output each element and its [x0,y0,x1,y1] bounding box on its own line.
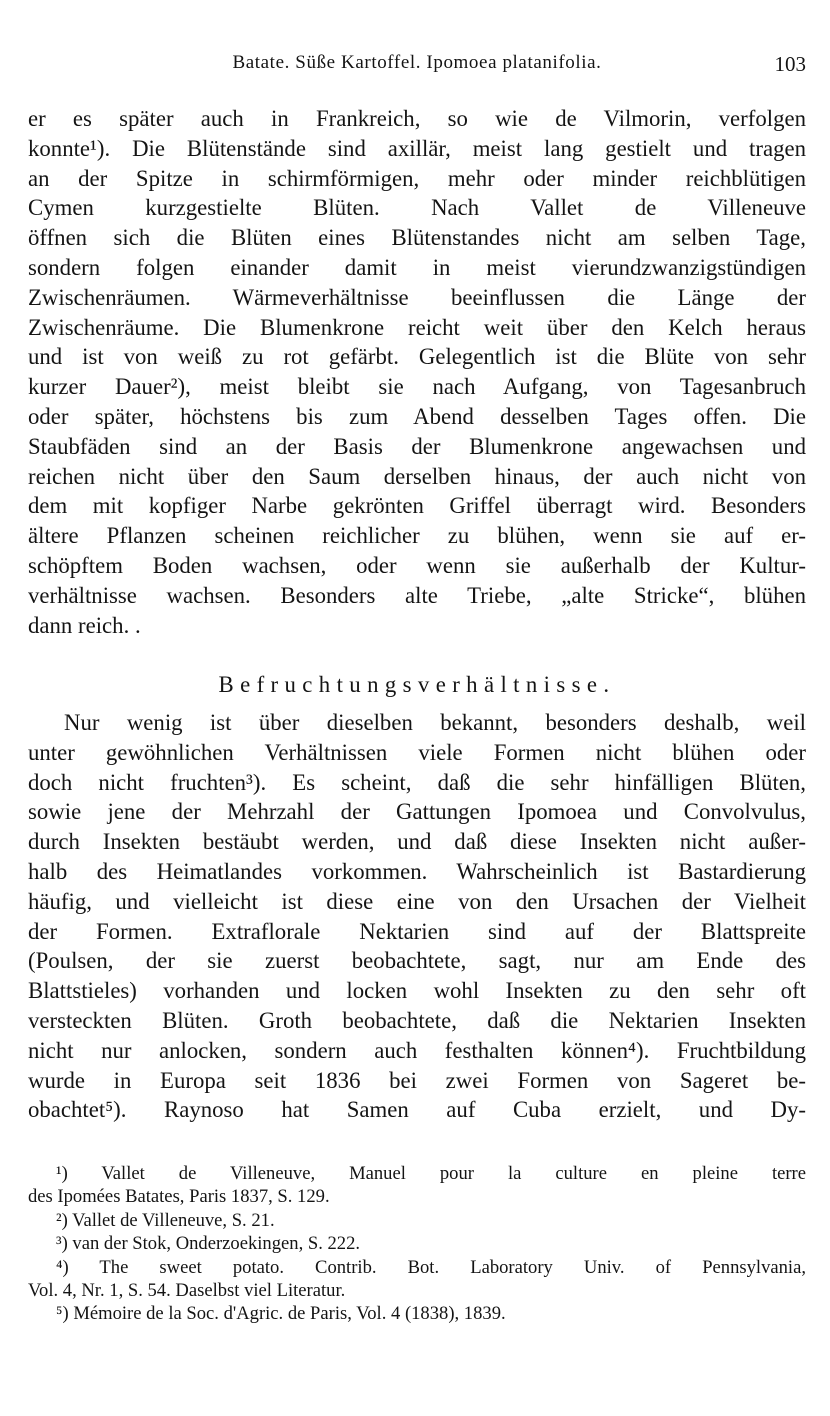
text-line: der Formen. Extraflorale Nektarien sind auf der Blattspreite [28,918,806,944]
text-line: an der Spitze in schirmförmigen, mehr oder minder reichblütigen [28,165,806,191]
paragraph-flowering [28,104,806,640]
text-line: konnte¹). Die Blütenstände sind axillär, meist lang gestielt und tragen [28,135,806,161]
footnote-line: ²) Vallet de Villeneuve, S. 21. [56,1209,275,1231]
text-line: dann reich. . [28,612,141,638]
text-line: durch Insekten bestäubt werden, und daß diese Insekten nicht außer- [28,829,806,855]
text-line: (Poulsen, der sie zuerst beobachtete, sagt, nur am Ende des [28,948,806,974]
footnote-line: ³) van der Stok, Onderzoekingen, S. 222. [56,1233,361,1255]
text-line: reichen nicht über den Saum derselben hinaus, der auch nicht von [28,463,806,489]
page-number: 103 [774,52,806,76]
text-line: öffnen sich die Blüten eines Blütenstandes nicht am selben Tage, [28,225,806,251]
text-line: Zwischenräumen. Wärmeverhältnisse beeinflussen die Länge der [28,284,806,310]
text-line: verhältnisse wachsen. Besonders alte Triebe, „alte Stricke“, blühen [28,582,806,608]
text-line: sowie jene der Mehrzahl der Gattungen Ipomoea und Convolvulus, [28,799,806,825]
text-line: dem mit kopfiger Narbe gekrönten Griffel überragt wird. Besonders [28,493,806,519]
text-line: Cymen kurzgestielte Blüten. Nach Vallet de Villeneuve [28,195,806,221]
text-line: wurde in Europa seit 1836 bei zwei Formen von Sageret be- [28,1067,806,1093]
text-line: und ist von weiß zu rot gefärbt. Gelegentlich ist die Blüte von sehr [28,344,806,370]
text-line: obachtet⁵). Raynoso hat Samen auf Cuba erzielt, und Dy- [28,1097,806,1123]
footnote-line: ¹) Vallet de Villeneuve, Manuel pour la culture en pleine terre [56,1163,806,1184]
footnote-line: ⁴) The sweet potato. Contrib. Bot. Laboratory Univ. of Pennsylvania, [56,1256,806,1278]
text-line: nicht nur anlocken, sondern auch festhalten können⁴). Fruchtbildung [28,1037,806,1063]
section-heading: Befruchtungsverhältnisse. [218,672,616,697]
text-line: versteckten Blüten. Groth beobachtete, daß die Nektarien Insekten [28,1007,806,1033]
text-line: unter gewöhnlichen Verhältnissen viele Formen nicht blühen oder [28,739,806,765]
text-line: schöpftem Boden wachsen, oder wenn sie außerhalb der Kultur- [28,552,806,578]
footnote-line: des Ipomées Batates, Paris 1837, S. 129. [28,1186,330,1208]
text-line: oder später, höchstens bis zum Abend desselben Tages offen. Die [28,403,806,429]
text-line: halb des Heimatlandes vorkommen. Wahrscheinlich ist Bastardierung [28,858,806,884]
text-line: Nur wenig ist über dieselben bekannt, besonders deshalb, weil [64,710,806,735]
text-line: er es später auch in Frankreich, so wie de Vilmorin, verfolgen [28,106,806,131]
paragraph-pollination [28,708,806,1125]
footnote-line: Vol. 4, Nr. 1, S. 54. Daselbst viel Literatur. [28,1279,346,1301]
text-line: Zwischenräume. Die Blumenkrone reicht weit über den Kelch heraus [28,314,806,340]
footnotes [28,1162,806,1326]
running-title: Batate. Süße Kartoffel. Ipomoea platanifolia. [232,52,602,73]
text-line: kurzer Dauer²), meist bleibt sie nach Aufgang, von Tagesanbruch [28,374,806,400]
text-line: sondern folgen einander damit in meist vierundzwanzigstündigen [28,254,806,280]
text-line: ältere Pflanzen scheinen reichlicher zu blühen, wenn sie auf er- [28,523,806,549]
text-line: Staubfäden sind an der Basis der Blumenkrone angewachsen und [28,433,806,459]
footnote-line: ⁵) Mémoire de la Soc. d'Agric. de Paris, Vol. 4 (1838), 1839. [56,1303,506,1325]
text-line: Blattstieles) vorhanden und locken wohl Insekten zu den sehr oft [28,978,806,1004]
page-header [28,52,806,84]
text-line: häufig, und vielleicht ist diese eine von den Ursachen der Vielheit [28,888,806,914]
text-line: doch nicht fruchten³). Es scheint, daß die sehr hinfälligen Blüten, [28,769,806,795]
